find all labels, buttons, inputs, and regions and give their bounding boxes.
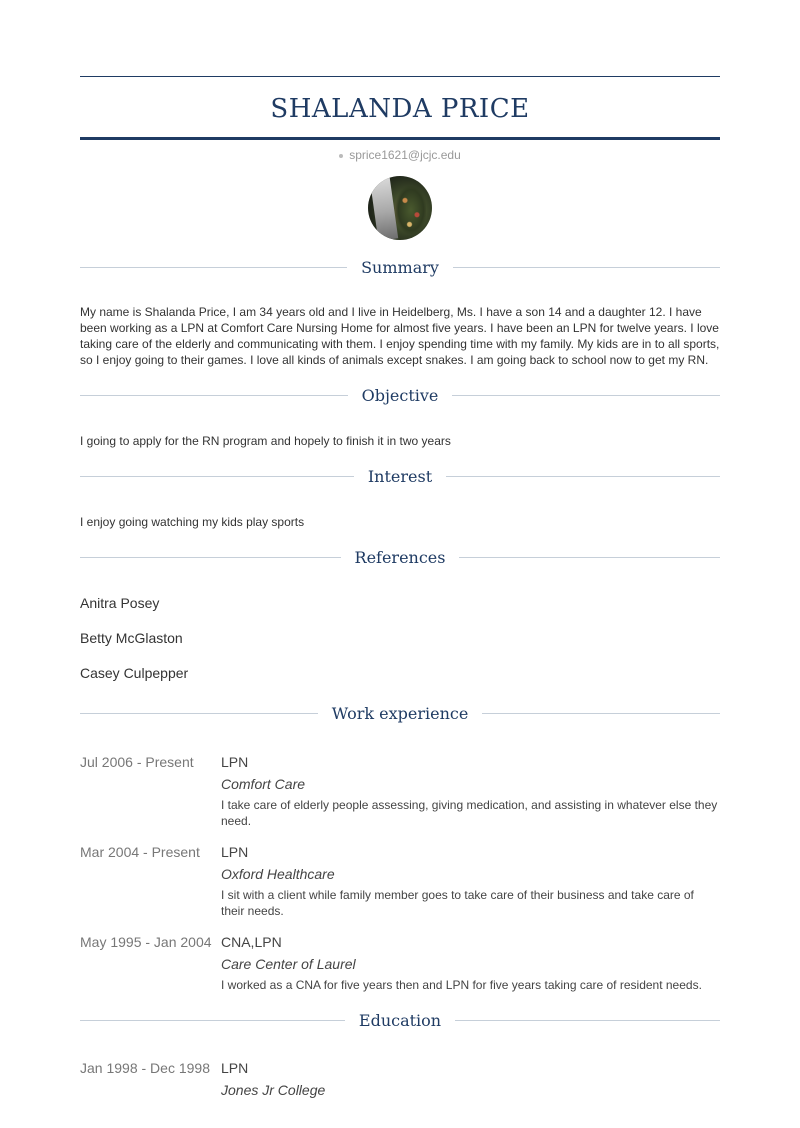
entry-organization: Comfort Care (221, 775, 306, 792)
entry-role: LPN (221, 753, 249, 770)
email-link[interactable]: sprice1621@jcjc.edu (349, 148, 461, 163)
entry-body (221, 933, 720, 993)
entry-organization: Care Center of Laurel (221, 955, 356, 972)
section-title: Objective (361, 385, 439, 405)
divider-line (80, 1020, 345, 1021)
entry-description: I sit with a client while family member goes to take care of their business and take care of their needs. (221, 887, 694, 918)
entry-date: Jul 2006 - Present (80, 753, 194, 770)
divider-line (452, 395, 720, 396)
divider-line (455, 1020, 720, 1021)
entry-body (221, 843, 720, 919)
entry-body (221, 1059, 720, 1099)
divider-line (80, 267, 347, 268)
divider-line (482, 713, 720, 714)
reference-item: Casey Culpepper (80, 665, 189, 682)
section-title: Education (358, 1010, 442, 1030)
profile-photo (368, 176, 432, 240)
interest-text: I enjoy going watching my kids play sports (80, 515, 305, 530)
section-title: Interest (367, 466, 433, 486)
section-references-header (80, 548, 720, 567)
reference-item: Anitra Posey (80, 595, 160, 612)
section-work-header (80, 704, 720, 723)
entry-role: LPN (221, 843, 249, 860)
summary-text: My name is Shalanda Price, I am 34 years old and I live in Heidelberg, Ms. I have a son 14 and a daughter 12. I have been working as a LPN at Comfort Care Nursing Home for almost five years. I have been an LPN for twelve years. I love taking care of the elderly and communicating with them. I enjoy spending time with my family. My kids are in to all sports, so I enjoy going to their games. I love all kinds of animals except snakes. I am going back to school now to get my RN. (80, 304, 720, 367)
divider-line (80, 476, 354, 477)
entry-organization: Oxford Healthcare (221, 865, 335, 882)
avatar-wrap (80, 176, 720, 240)
entry-date: Jan 1998 - Dec 1998 (80, 1059, 210, 1076)
reference-item: Betty McGlaston (80, 630, 183, 647)
candidate-name: SHALANDA PRICE (270, 94, 530, 124)
header-top-rule (80, 76, 720, 77)
resume-page (80, 0, 720, 1099)
section-title: Work experience (331, 704, 469, 724)
header-bottom-rule (80, 137, 720, 140)
entry-body (221, 753, 720, 829)
section-interest-header (80, 467, 720, 486)
entry-degree: LPN (221, 1059, 249, 1076)
divider-line (459, 557, 720, 558)
divider-line (80, 395, 348, 396)
divider-line (80, 557, 341, 558)
section-summary-header (80, 258, 720, 277)
divider-line (453, 267, 720, 268)
section-objective-header (80, 386, 720, 405)
section-education-header (80, 1011, 720, 1030)
entry-institution: Jones Jr College (221, 1081, 326, 1098)
objective-text: I going to apply for the RN program and hopely to finish it in two years (80, 433, 451, 448)
work-entry (80, 843, 720, 919)
entry-date: May 1995 - Jan 2004 (80, 933, 212, 950)
education-entry (80, 1059, 720, 1099)
entry-description: I worked as a CNA for five years then and LPN for five years taking care of resident needs. (221, 977, 702, 992)
bullet-icon (339, 154, 343, 158)
divider-line (80, 713, 318, 714)
entry-date: Mar 2004 - Present (80, 843, 200, 860)
section-title: References (354, 548, 446, 568)
divider-line (446, 476, 720, 477)
entry-role: CNA,LPN (221, 933, 282, 950)
entry-description: I take care of elderly people assessing, giving medication, and assisting in whatever else they need. (221, 797, 718, 828)
contact-line (80, 148, 720, 162)
work-entry (80, 753, 720, 829)
section-title: Summary (361, 257, 439, 277)
work-entry (80, 933, 720, 993)
